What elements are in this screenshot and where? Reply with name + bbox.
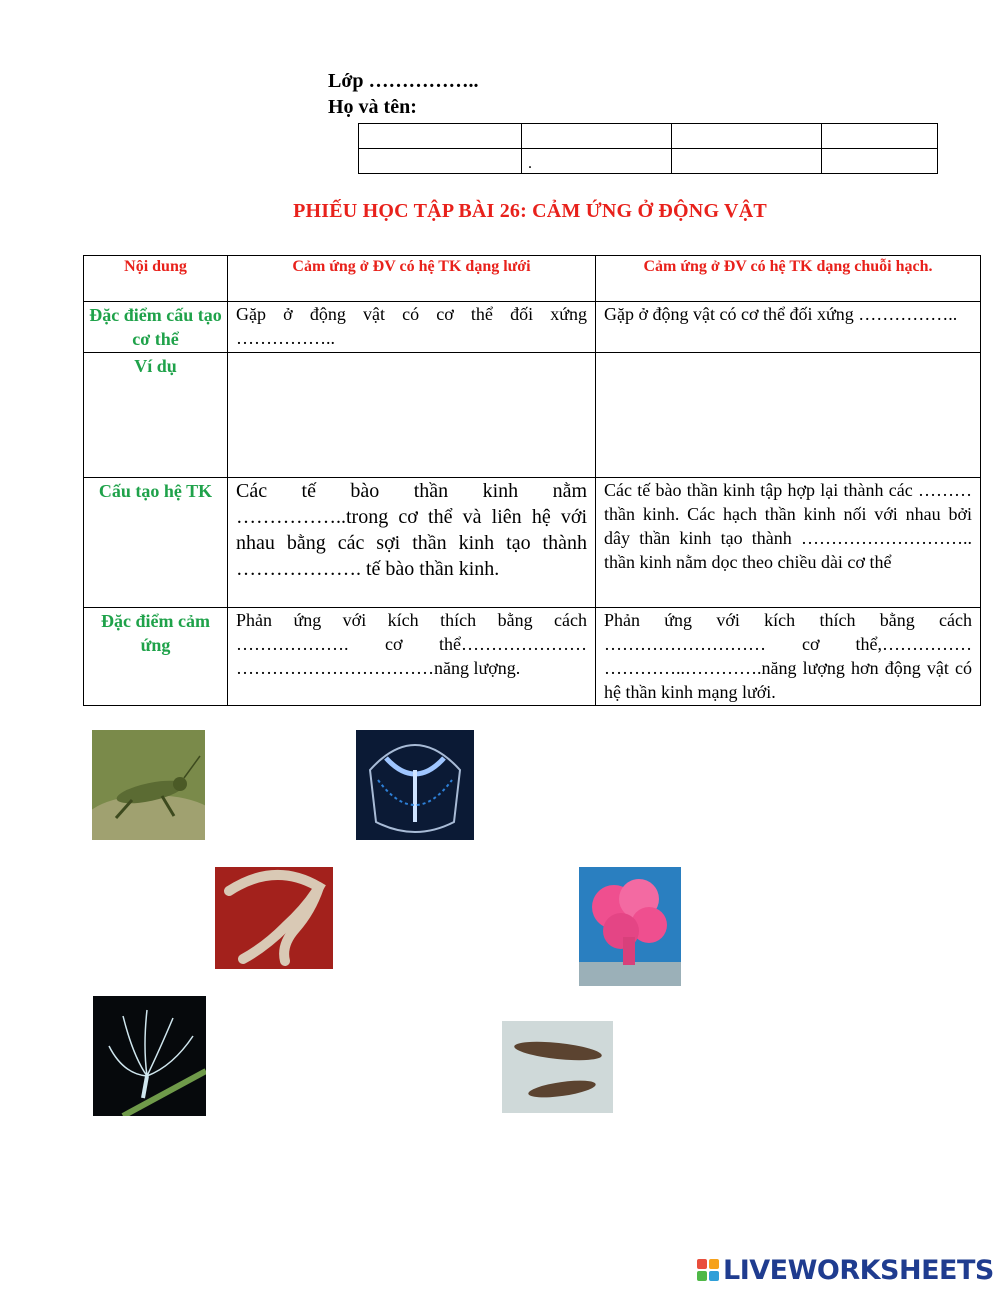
examples-drop-zone[interactable] (596, 353, 981, 478)
row-label-body-structure: Đặc điểm cấu tạo cơ thể (84, 302, 228, 353)
name-label: Họ và tên: (328, 96, 417, 118)
class-label: Lớp …………….. (328, 70, 479, 92)
logo-box (709, 1271, 719, 1281)
row-label-examples: Ví dụ (84, 353, 228, 478)
info-grid-row (359, 149, 938, 174)
hydra-illustration (93, 996, 206, 1116)
info-cell[interactable] (359, 149, 522, 174)
info-grid (358, 123, 938, 174)
answer-cell[interactable]: Gặp ở động vật có cơ thể đối xứng …………….. (596, 302, 981, 353)
logo-mark (697, 1259, 719, 1281)
flatworm-photo[interactable] (502, 1021, 613, 1113)
grasshopper-photo[interactable] (92, 730, 205, 840)
table-row (84, 302, 981, 353)
answer-cell[interactable]: Phản ứng với kích thích bằng cách ……………………… cơ thể,…………… …………..………….năng lượng hơn động vật có hệ thần kinh mạng lưới. (596, 608, 981, 706)
row-label-nervous-structure: Cấu tạo hệ TK (84, 478, 228, 608)
answer-cell[interactable]: Phản ứng với kích thích bằng cách ………………. cơ thể………………… ……………………………năng lượng. (228, 608, 596, 706)
logo-box (697, 1271, 707, 1281)
answer-cell[interactable]: Gặp ở động vật có cơ thể đối xứng …………….. (228, 302, 596, 353)
jellyfish-illustration (356, 730, 474, 840)
logo-box (697, 1259, 707, 1269)
soft-coral-photo[interactable] (579, 867, 681, 986)
table-row (84, 478, 981, 608)
info-cell[interactable] (359, 124, 522, 149)
coral-illustration (579, 867, 681, 986)
info-grid-row (359, 124, 938, 149)
info-cell[interactable] (522, 124, 672, 149)
info-cell[interactable] (672, 124, 822, 149)
header-ganglion-nervous-system: Cảm ứng ở ĐV có hệ TK dạng chuỗi hạch. (596, 256, 981, 302)
table-header-row (84, 256, 981, 302)
examples-drop-zone[interactable] (228, 353, 596, 478)
answer-cell[interactable]: Các tế bào thần kinh tập hợp lại thành các ………thần kinh. Các hạch thần kinh nối với nhau bởi dây thần kinh tạo thành ……………………….. thần kinh nằm dọc theo chiều dài cơ thể (596, 478, 981, 608)
worksheet-title: PHIẾU HỌC TẬP BÀI 26: CẢM ỨNG Ở ĐỘNG VẬT (293, 200, 767, 222)
roundworm-photo[interactable] (215, 867, 333, 969)
logo-text: LIVEWORKSHEETS (723, 1254, 994, 1286)
answer-cell[interactable]: Các tế bào thần kinh nằm ……………..trong cơ thể và liên hệ với nhau bằng các sợi thần kinh tạo thành ………………. tế bào thần kinh. (228, 478, 596, 608)
liveworksheets-logo (697, 1254, 994, 1286)
jellyfish-photo[interactable] (356, 730, 474, 840)
table-row (84, 353, 981, 478)
grasshopper-illustration (92, 730, 205, 840)
table-row (84, 608, 981, 706)
hydra-photo[interactable] (93, 996, 206, 1116)
info-cell[interactable] (672, 149, 822, 174)
header-content: Nội dung (84, 256, 228, 302)
worksheet-table (83, 255, 981, 706)
logo-box (709, 1259, 719, 1269)
info-cell[interactable] (822, 149, 938, 174)
info-cell[interactable] (822, 124, 938, 149)
flatworm-illustration (502, 1021, 613, 1113)
roundworm-illustration (215, 867, 333, 969)
row-label-response: Đặc điểm cảm ứng (84, 608, 228, 706)
header-net-nervous-system: Cảm ứng ở ĐV có hệ TK dạng lưới (228, 256, 596, 302)
info-cell[interactable]: . (522, 149, 672, 174)
